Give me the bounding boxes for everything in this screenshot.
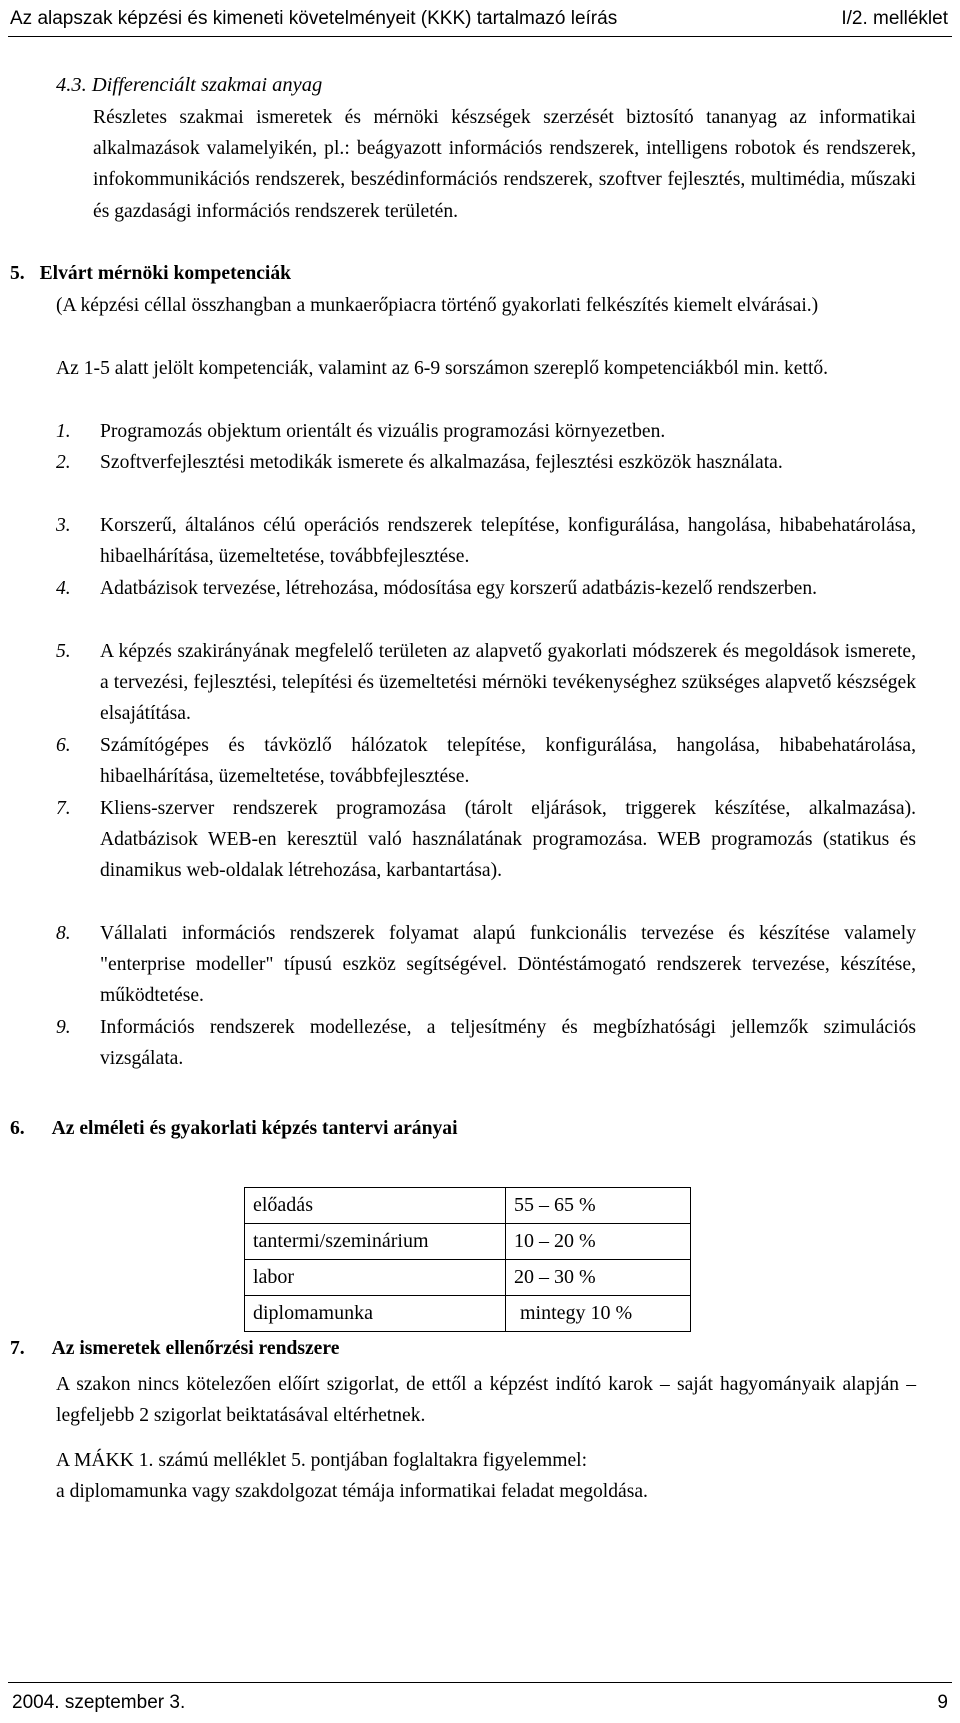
section-5-note: Az 1-5 alatt jelölt kompetenciák, valamint az 6-9 sorszámon szereplő kompetenciákból min. kettő. bbox=[56, 358, 829, 379]
competency-number: 4. bbox=[56, 578, 71, 599]
footer-date: 2004. szeptember 3. bbox=[12, 1692, 186, 1713]
competency-number: 7. bbox=[56, 798, 71, 819]
table-cell-label: előadás bbox=[245, 1188, 506, 1224]
competency-number: 3. bbox=[56, 515, 71, 536]
competency-item bbox=[56, 510, 916, 572]
section-5-heading bbox=[10, 258, 910, 289]
competency-item bbox=[56, 1012, 916, 1074]
competency-item bbox=[56, 730, 916, 792]
header-title: Az alapszak képzési és kimeneti követelményeit (KKK) tartalmazó leírás bbox=[10, 8, 618, 29]
competency-item bbox=[56, 447, 916, 478]
table-cell-value: 55 – 65 % bbox=[506, 1188, 691, 1224]
competency-item bbox=[56, 416, 916, 447]
competency-item bbox=[56, 918, 916, 1012]
competency-text: Korszerű, általános célú operációs rendszerek telepítése, konfigurálása, hangolása, hibabehatárolása, hibaelhárítása, üzemeltetése, továbbfejlesztése. bbox=[100, 515, 916, 568]
competency-number: 8. bbox=[56, 923, 71, 944]
section-4-3-heading: 4.3. Differenciált szakmai anyag bbox=[56, 74, 323, 96]
table-row bbox=[245, 1224, 691, 1260]
table-row bbox=[245, 1296, 691, 1332]
section-7-title: Az ismeretek ellenőrzési rendszere bbox=[51, 1338, 340, 1359]
table-row bbox=[245, 1260, 691, 1296]
competency-text: A képzés szakirányának megfelelő területen az alapvető gyakorlati módszerek és megoldások ismerete, a tervezési, fejlesztési, telepítési és üzemeltetési mérnöki tevékenységhez szükséges alapvető készségek elsajátítása. bbox=[100, 641, 916, 725]
section-5-intro: (A képzési céllal összhangban a munkaerőpiacra történő gyakorlati felkészítés kiemelt elvárásai.) bbox=[56, 295, 819, 316]
competency-number: 2. bbox=[56, 452, 71, 473]
competency-text: Vállalati információs rendszerek folyamat alapú funkcionális tervezése és készítése valamely "enterprise modeller" típusú eszköz segítségével. Döntéstámogató rendszerek tervezése, készítése, működtetése. bbox=[100, 923, 916, 1007]
competency-text: Kliens-szerver rendszerek programozása (tárolt eljárások, triggerek készítése, alkalmazása). Adatbázisok WEB-en keresztül való használatának programozása. WEB programozás (statikus és dinamikus web-oldalak létrehozása, karbantartása). bbox=[100, 798, 916, 882]
competency-text: Információs rendszerek modellezése, a teljesítmény és megbízhatósági jellemzők szimulációs vizsgálata. bbox=[100, 1017, 916, 1070]
ratio-table bbox=[244, 1187, 691, 1332]
section-6-title: Az elméleti és gyakorlati képzés tantervi arányai bbox=[51, 1118, 458, 1139]
competency-item bbox=[56, 793, 916, 887]
competency-item bbox=[56, 573, 916, 604]
section-7-paragraph: A szakon nincs kötelezően előírt szigorlat, de ettől a képzést indító karok – saját hagyományaik alapján – legfeljebb 2 szigorlat beiktatásával eltérhetnek. bbox=[56, 1374, 916, 1427]
competency-text: Programozás objektum orientált és vizuális programozási környezetben. bbox=[100, 421, 666, 442]
table-cell-value: mintegy 10 % bbox=[506, 1296, 691, 1332]
competency-number: 5. bbox=[56, 641, 71, 662]
competency-number: 6. bbox=[56, 735, 71, 756]
competency-text: Adatbázisok tervezése, létrehozása, módosítása egy korszerű adatbázis-kezelő rendszerben. bbox=[100, 578, 818, 599]
header-divider bbox=[8, 36, 952, 37]
section-6-number: 6. bbox=[10, 1118, 25, 1139]
section-5-number: 5. bbox=[10, 263, 25, 284]
section-7-line-1: A MÁKK 1. számú melléklet 5. pontjában foglaltakra figyelemmel: bbox=[56, 1450, 588, 1471]
table-cell-value: 10 – 20 % bbox=[506, 1224, 691, 1260]
competency-text: Szoftverfejlesztési metodikák ismerete és alkalmazása, fejlesztési eszközök használata. bbox=[100, 452, 783, 473]
section-4-3-paragraph: Részletes szakmai ismeretek és mérnöki készségek szerzését biztosító tananyag az informatikai alkalmazások valamelyikén, pl.: beágyazott információs rendszerek, intelligens robotok és rendszerek, infokommunikációs rendszerek, beszédinformációs rendszerek, szoftver fejlesztés, multimédia, műszaki és gazdasági információs rendszerek területén. bbox=[93, 107, 916, 222]
competency-number: 9. bbox=[56, 1017, 71, 1038]
table-cell-label: labor bbox=[245, 1260, 506, 1296]
competency-item bbox=[56, 636, 916, 730]
table-cell-label: diplomamunka bbox=[245, 1296, 506, 1332]
page-header bbox=[0, 0, 960, 44]
page-number: 9 bbox=[937, 1692, 948, 1713]
header-annex: I/2. melléklet bbox=[841, 8, 948, 29]
footer-divider bbox=[8, 1682, 952, 1683]
page-footer bbox=[0, 1682, 960, 1723]
section-5-title: Elvárt mérnöki kompetenciák bbox=[39, 263, 292, 284]
competency-number: 1. bbox=[56, 421, 71, 442]
table-cell-value: 20 – 30 % bbox=[506, 1260, 691, 1296]
competency-text: Számítógépes és távközlő hálózatok telepítése, konfigurálása, hangolása, hibabehatárolása, hibaelhárítása, üzemeltetése, továbbfejlesztése. bbox=[100, 735, 916, 788]
table-row bbox=[245, 1188, 691, 1224]
section-6-heading bbox=[10, 1113, 910, 1144]
section-7-line-2: a diplomamunka vagy szakdolgozat témája informatikai feladat megoldása. bbox=[56, 1481, 648, 1502]
table-cell-label: tantermi/szeminárium bbox=[245, 1224, 506, 1260]
section-7-heading bbox=[10, 1333, 910, 1364]
section-7-number: 7. bbox=[10, 1338, 25, 1359]
